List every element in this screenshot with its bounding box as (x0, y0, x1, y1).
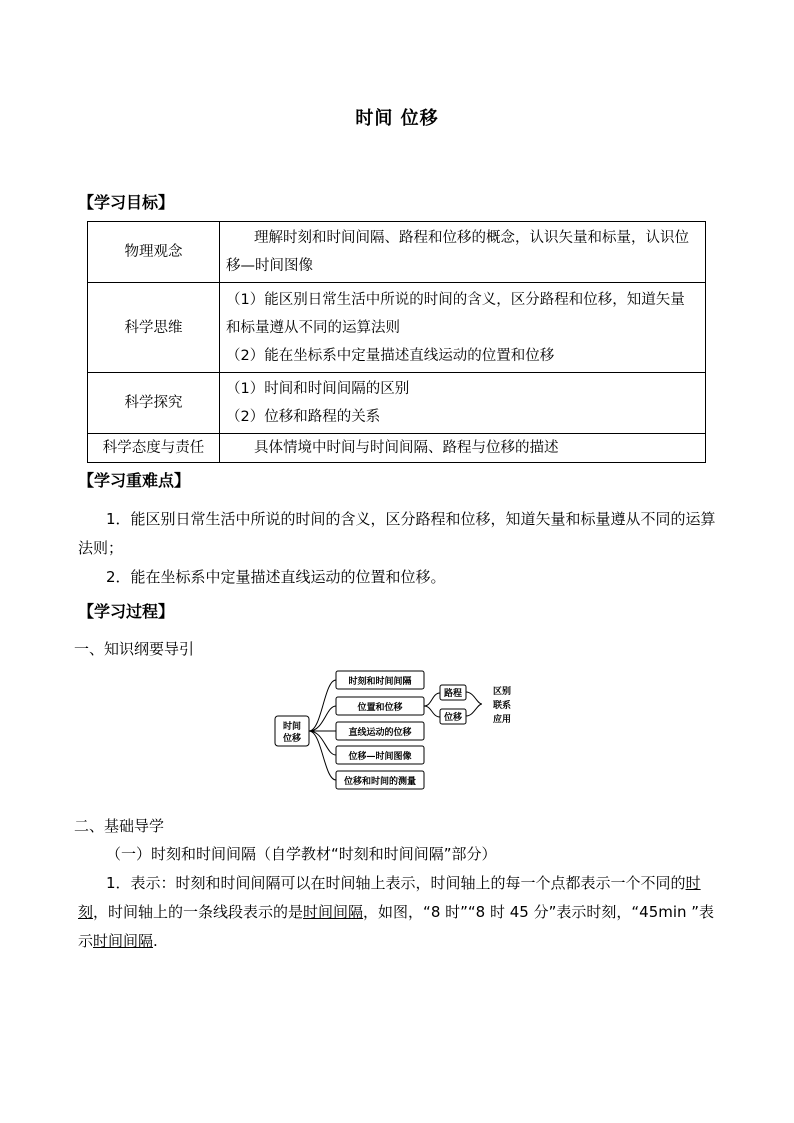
mindmap-sub: 路程 (443, 689, 463, 699)
goal-content (220, 373, 706, 434)
key-point: 2．能在坐标系中定量描述直线运动的位置和位移。 (106, 568, 446, 586)
mindmap-root-line: 时间 (282, 722, 302, 732)
section-heading-goals: 【学习目标】 (78, 193, 175, 212)
paragraph-text: ，如图，“8 时”“8 时 45 分”表示时刻，“45min ”表示 (78, 903, 715, 950)
goal-label: 物理观念 (88, 222, 220, 283)
part-heading: 一、知识纲要导引 (74, 640, 195, 658)
mindmap-tail: 应用 (492, 715, 512, 725)
table-row (88, 373, 706, 434)
knowledge-mindmap (274, 664, 524, 794)
table-row (88, 283, 706, 373)
paragraph-text: ，时间轴上的一条线段表示的是 (93, 903, 304, 921)
mindmap-sub: 位移 (443, 713, 463, 723)
mindmap-tail: 联系 (492, 701, 512, 711)
goal-line: （1）能区别日常生活中所说的时间的含义，区分路程和位移，知道矢量和标量遵从不同的运算法则 (226, 291, 685, 336)
key-point: 1．能区别日常生活中所说的时间的含义，区分路程和位移，知道矢量和标量遵从不同的运算法则； (78, 510, 716, 557)
goal-label: 科学态度与责任 (88, 434, 220, 463)
page-title: 时间 位移 (355, 108, 439, 129)
goal-label: 科学思维 (88, 283, 220, 373)
goal-content (220, 283, 706, 373)
mindmap-root-line: 位移 (282, 734, 302, 744)
section-heading-process: 【学习过程】 (78, 602, 175, 621)
mindmap-branch: 位置和位移 (357, 703, 403, 713)
table-row (88, 222, 706, 283)
mindmap-branch: 直线运动的位移 (348, 728, 412, 738)
part-heading: 二、基础导学 (74, 817, 165, 835)
section-heading-key: 【学习重难点】 (78, 471, 191, 490)
goal-line: （2）能在坐标系中定量描述直线运动的位置和位移 (226, 347, 555, 364)
mindmap-branch: 位移和时间的测量 (343, 777, 417, 787)
paragraph-text: 1．表示：时刻和时间间隔可以在时间轴上表示，时间轴上的每一个点都表示一个不同的 (106, 874, 686, 892)
goal-label: 科学探究 (88, 373, 220, 434)
underlined-term: 时间间隔 (303, 903, 364, 921)
table-row (88, 434, 706, 463)
paragraph (78, 869, 724, 956)
subsection-heading: （一）时刻和时间间隔（自学教材“时刻和时间间隔”部分） (106, 845, 497, 863)
paragraph-text: . (153, 932, 158, 950)
underlined-term: 时刻 (78, 874, 701, 921)
goal-line: （1）时间和时间间隔的区别 (226, 381, 410, 397)
underlined-term: 时间间隔 (93, 932, 154, 950)
mindmap-branch: 位移—时间图像 (348, 752, 412, 762)
goal-content: 具体情境中时间与时间间隔、路程与位移的描述 (220, 434, 706, 463)
goal-line: （2）位移和路程的关系 (226, 409, 381, 425)
goal-content: 理解时刻和时间间隔、路程和位移的概念，认识矢量和标量，认识位移—时间图像 (220, 222, 706, 283)
mindmap-branch: 时刻和时间间隔 (348, 677, 412, 687)
mindmap-tail: 区别 (492, 687, 512, 697)
goals-table (87, 221, 706, 463)
